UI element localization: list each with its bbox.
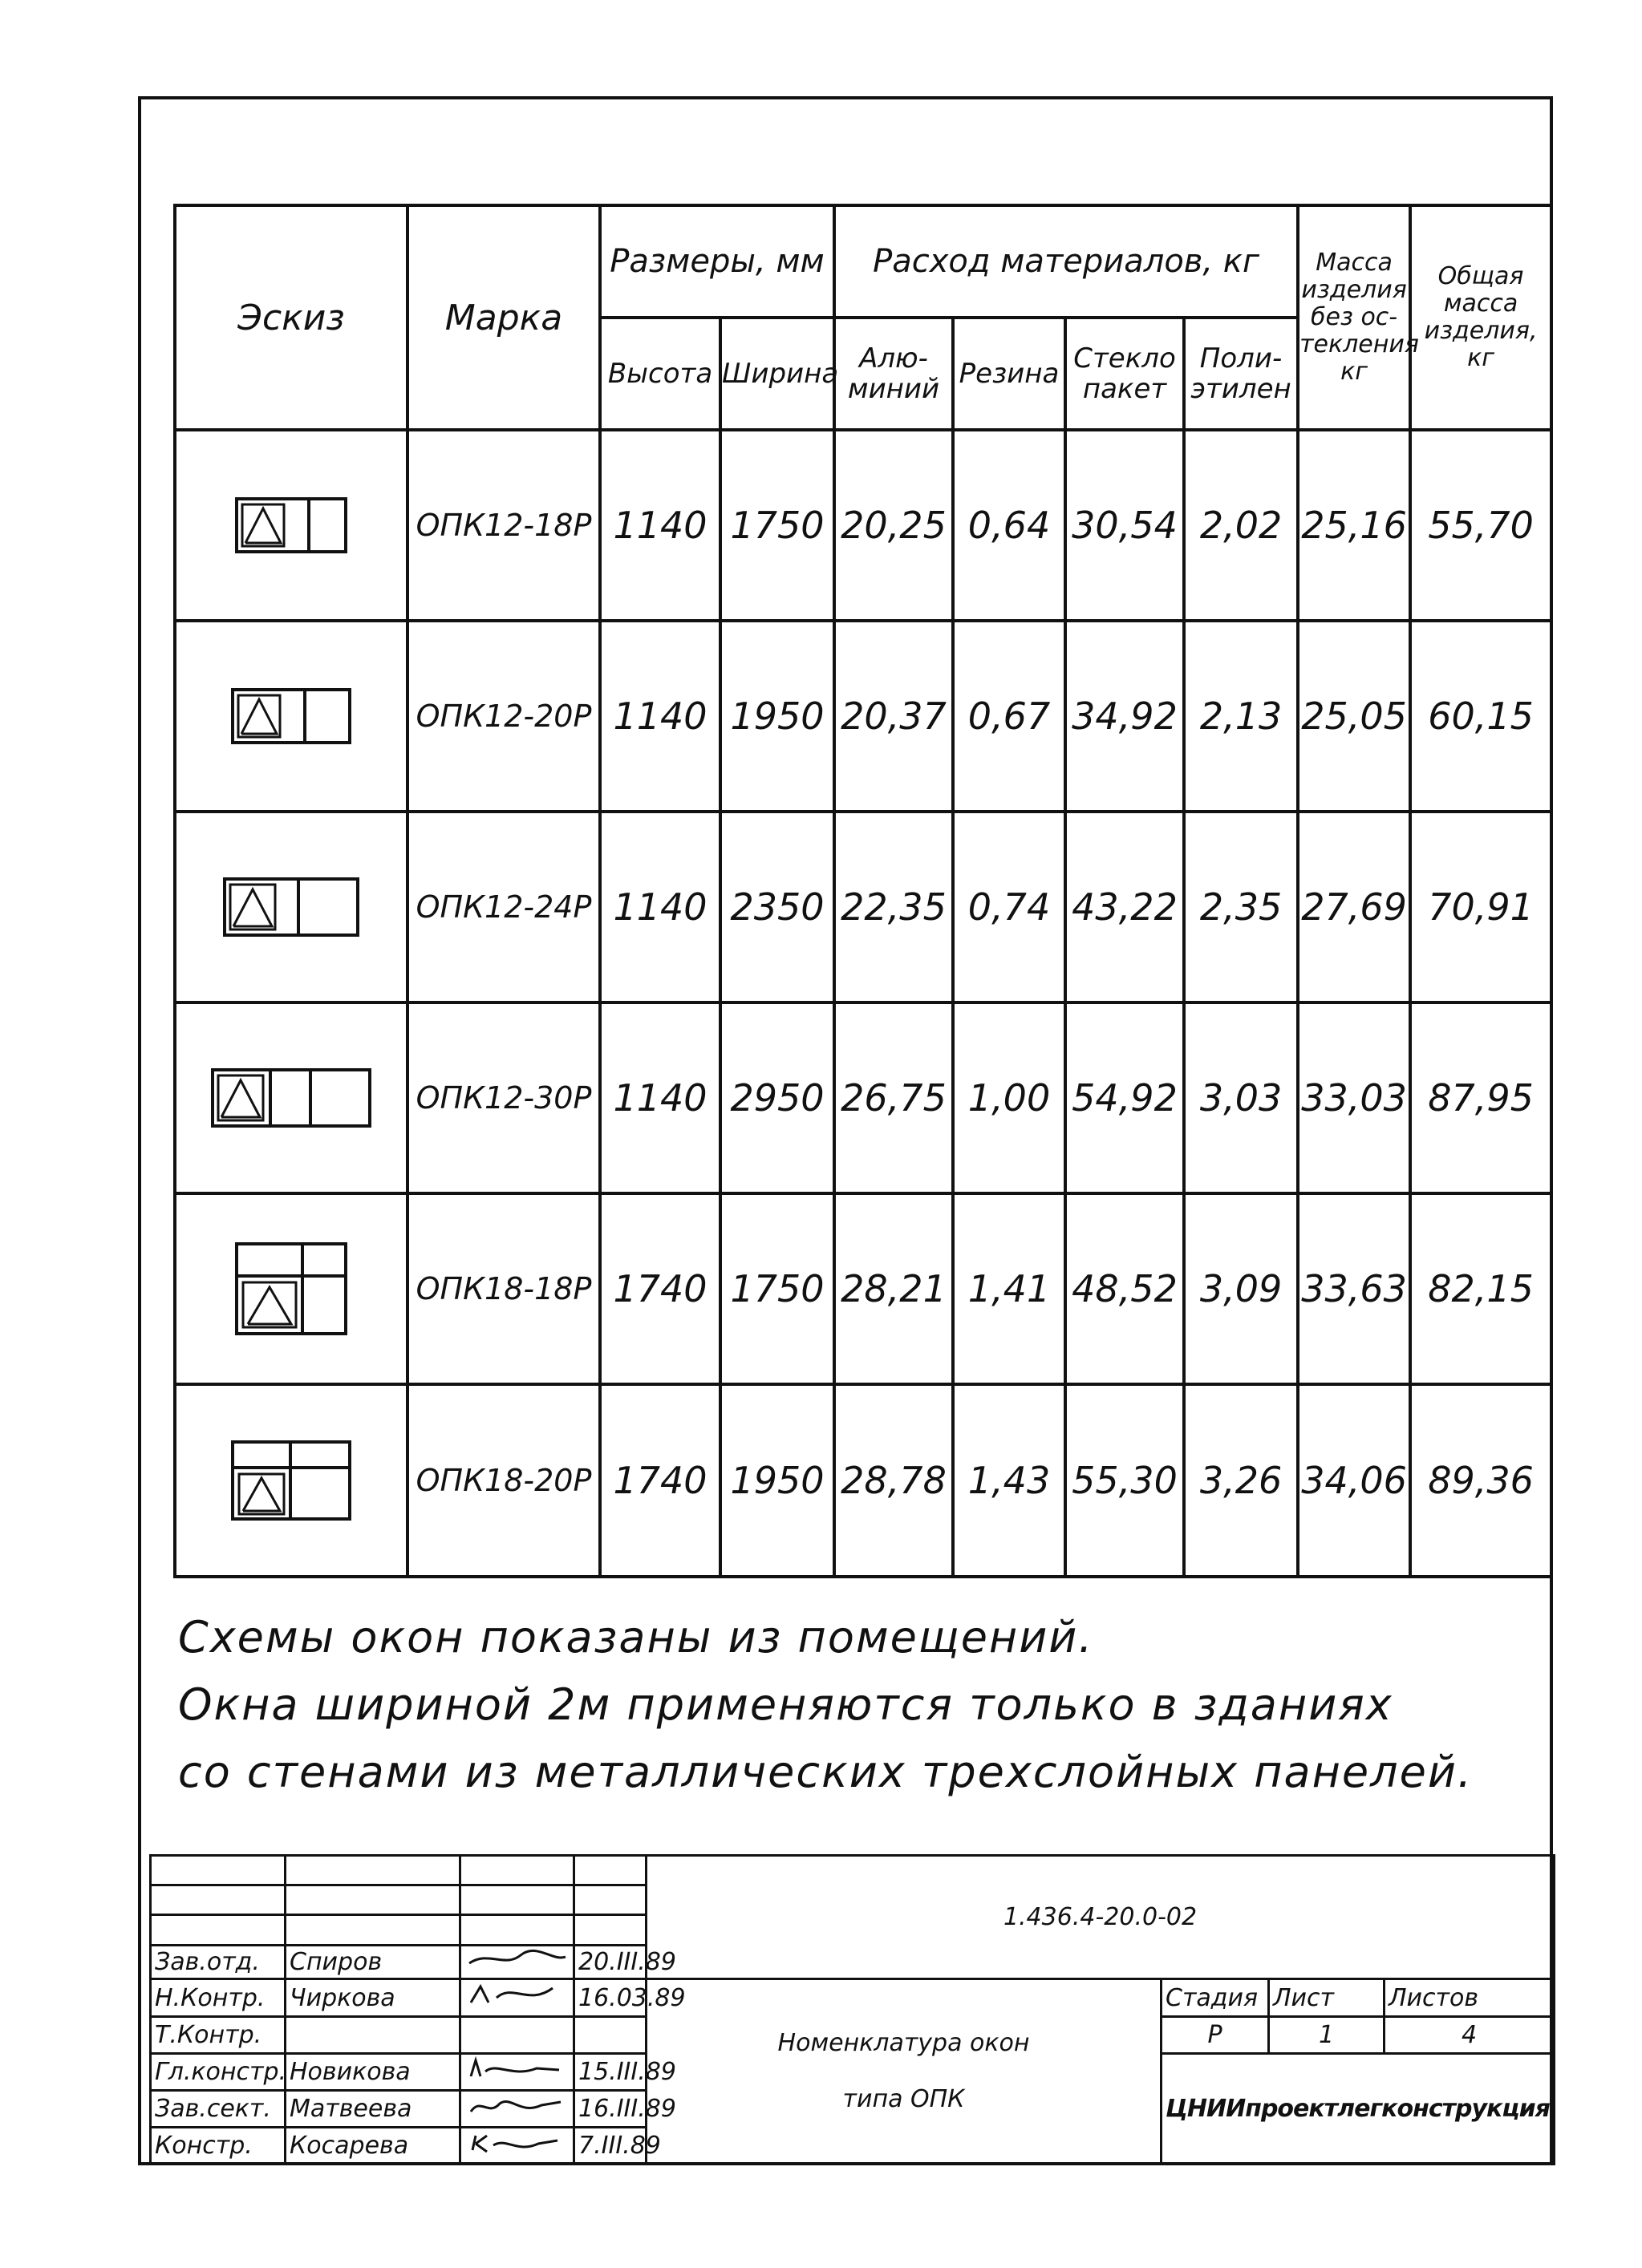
cell-total-mass: 70,91 xyxy=(1410,812,1551,1002)
person-name: Матвеева xyxy=(286,2091,460,2128)
document-title-line1: Номенклатура окон xyxy=(777,2029,1030,2058)
cell-height: 1140 xyxy=(600,812,720,1002)
cell-aluminium: 26,75 xyxy=(834,1002,953,1193)
notes-block xyxy=(178,1604,1542,1806)
sheets-value: 4 xyxy=(1385,2017,1555,2054)
cell-polyethylene: 3,09 xyxy=(1184,1193,1298,1384)
role-label: Зав.отд. xyxy=(151,1945,286,1979)
table-row xyxy=(175,1002,1551,1193)
title-block xyxy=(149,1854,1553,2165)
empty-cell xyxy=(286,1915,460,1945)
document-title-line2: типа ОПК xyxy=(842,2085,965,2114)
window-sketch xyxy=(175,621,407,812)
cell-mass: 33,63 xyxy=(1298,1193,1410,1384)
signature xyxy=(460,2054,574,2091)
cell-mass: 25,05 xyxy=(1298,621,1410,812)
sign-date: 15.III.89 xyxy=(574,2054,647,2091)
cell-mark: ОПК18-18Р xyxy=(407,1193,600,1384)
signature xyxy=(460,2017,574,2054)
window-sketch xyxy=(175,430,407,621)
sheet-label: Лист xyxy=(1269,1979,1385,2017)
cell-glass: 34,92 xyxy=(1065,621,1184,812)
organization-name: ЦНИИпроектлегконструкция xyxy=(1162,2054,1555,2165)
sign-date: 7.III.89 xyxy=(574,2128,647,2165)
empty-cell xyxy=(151,1915,286,1945)
cell-total-mass: 55,70 xyxy=(1410,430,1551,621)
cell-mark: ОПК12-20Р xyxy=(407,621,600,812)
cell-height: 1140 xyxy=(600,621,720,812)
cell-aluminium: 28,78 xyxy=(834,1384,953,1577)
person-name: Спиров xyxy=(286,1945,460,1979)
window-sketch-icon xyxy=(235,497,347,553)
header-polyethylene: Поли-этилен xyxy=(1184,318,1298,430)
windows-nomenclature-table xyxy=(173,204,1553,1578)
empty-cell xyxy=(574,1915,647,1945)
cell-width: 1950 xyxy=(720,621,834,812)
document-code: 1.436.4-20.0-02 xyxy=(647,1856,1555,1979)
table-row xyxy=(175,621,1551,812)
window-sketch-icon xyxy=(211,1068,371,1128)
empty-cell xyxy=(460,1915,574,1945)
cell-width: 2350 xyxy=(720,812,834,1002)
document-title xyxy=(647,1979,1162,2165)
cell-rubber: 0,67 xyxy=(953,621,1065,812)
cell-mass: 34,06 xyxy=(1298,1384,1410,1577)
empty-cell xyxy=(574,1856,647,1885)
cell-polyethylene: 2,13 xyxy=(1184,621,1298,812)
cell-mark: ОПК18-20Р xyxy=(407,1384,600,1577)
header-dimensions: Размеры, мм xyxy=(600,205,834,318)
role-label: Н.Контр. xyxy=(151,1979,286,2017)
signature-icon xyxy=(464,2057,569,2081)
cell-aluminium: 20,25 xyxy=(834,430,953,621)
cell-mass: 27,69 xyxy=(1298,812,1410,1002)
cell-width: 2950 xyxy=(720,1002,834,1193)
signature xyxy=(460,2091,574,2128)
note-line: Схемы окон показаны из помещений. xyxy=(178,1612,1094,1663)
header-glass: Стекло пакет xyxy=(1065,318,1184,430)
stage-value: Р xyxy=(1162,2017,1269,2054)
signature-icon xyxy=(464,1947,569,1970)
header-materials: Расход материалов, кг xyxy=(834,205,1298,318)
sign-date xyxy=(574,2017,647,2054)
cell-mark: ОПК12-30Р xyxy=(407,1002,600,1193)
cell-glass: 43,22 xyxy=(1065,812,1184,1002)
person-name: Косарева xyxy=(286,2128,460,2165)
cell-rubber: 0,74 xyxy=(953,812,1065,1002)
cell-total-mass: 60,15 xyxy=(1410,621,1551,812)
cell-rubber: 1,00 xyxy=(953,1002,1065,1193)
cell-width: 1750 xyxy=(720,430,834,621)
cell-total-mass: 82,15 xyxy=(1410,1193,1551,1384)
note-line: со стенами из металлических трехслойных панелей. xyxy=(178,1747,1474,1797)
window-sketch xyxy=(175,1002,407,1193)
signature-icon xyxy=(464,2094,569,2118)
cell-aluminium: 20,37 xyxy=(834,621,953,812)
sign-date: 16.03.89 xyxy=(574,1979,647,2017)
cell-height: 1140 xyxy=(600,430,720,621)
cell-mark: ОПК12-18Р xyxy=(407,430,600,621)
cell-mass: 33,03 xyxy=(1298,1002,1410,1193)
cell-glass: 55,30 xyxy=(1065,1384,1184,1577)
sign-date: 16.III.89 xyxy=(574,2091,647,2128)
cell-polyethylene: 2,02 xyxy=(1184,430,1298,621)
header-total-mass: Общая масса изделия, кг xyxy=(1410,205,1551,430)
cell-polyethylene: 3,03 xyxy=(1184,1002,1298,1193)
header-mark: Марка xyxy=(407,205,600,430)
cell-total-mass: 89,36 xyxy=(1410,1384,1551,1577)
sheets-label: Листов xyxy=(1385,1979,1555,2017)
cell-mass: 25,16 xyxy=(1298,430,1410,621)
table-row xyxy=(175,1193,1551,1384)
cell-height: 1140 xyxy=(600,1002,720,1193)
empty-cell xyxy=(286,1856,460,1885)
cell-glass: 30,54 xyxy=(1065,430,1184,621)
role-label: Зав.сект. xyxy=(151,2091,286,2128)
table-row xyxy=(175,1384,1551,1577)
header-rubber: Резина xyxy=(953,318,1065,430)
signature-icon xyxy=(464,1982,569,2007)
header-aluminium: Алю-миний xyxy=(834,318,953,430)
signature xyxy=(460,2128,574,2165)
cell-polyethylene: 3,26 xyxy=(1184,1384,1298,1577)
empty-cell xyxy=(151,1856,286,1885)
header-height: Высота xyxy=(600,318,720,430)
cell-height: 1740 xyxy=(600,1384,720,1577)
empty-cell xyxy=(286,1885,460,1915)
window-sketch xyxy=(175,812,407,1002)
role-label: Т.Контр. xyxy=(151,2017,286,2054)
empty-cell xyxy=(460,1885,574,1915)
empty-cell xyxy=(574,1885,647,1915)
person-name xyxy=(286,2017,460,2054)
header-row-1 xyxy=(175,205,1551,318)
signature xyxy=(460,1945,574,1979)
cell-width: 1950 xyxy=(720,1384,834,1577)
sign-date: 20.III.89 xyxy=(574,1945,647,1979)
cell-mark: ОПК12-24Р xyxy=(407,812,600,1002)
header-width: Ширина xyxy=(720,318,834,430)
cell-rubber: 1,43 xyxy=(953,1384,1065,1577)
cell-polyethylene: 2,35 xyxy=(1184,812,1298,1002)
role-label: Констр. xyxy=(151,2128,286,2165)
window-sketch xyxy=(175,1193,407,1384)
signature xyxy=(460,1979,574,2017)
window-sketch-icon xyxy=(235,1242,347,1335)
person-name: Чиркова xyxy=(286,1979,460,2017)
cell-aluminium: 22,35 xyxy=(834,812,953,1002)
person-name: Новикова xyxy=(286,2054,460,2091)
window-sketch-icon xyxy=(231,1440,351,1521)
cell-total-mass: 87,95 xyxy=(1410,1002,1551,1193)
header-mass-without-glazing: Масса изделия без ос-текления кг xyxy=(1298,205,1410,430)
table-row xyxy=(175,430,1551,621)
window-sketch xyxy=(175,1384,407,1577)
cell-glass: 48,52 xyxy=(1065,1193,1184,1384)
signature-icon xyxy=(464,2131,569,2155)
header-sketch: Эскиз xyxy=(175,205,407,430)
role-label: Гл.констр. xyxy=(151,2054,286,2091)
cell-glass: 54,92 xyxy=(1065,1002,1184,1193)
cell-width: 1750 xyxy=(720,1193,834,1384)
window-sketch-icon xyxy=(231,688,351,744)
stage-label: Стадия xyxy=(1162,1979,1269,2017)
table-row xyxy=(175,812,1551,1002)
cell-aluminium: 28,21 xyxy=(834,1193,953,1384)
sheet-value: 1 xyxy=(1269,2017,1385,2054)
cell-rubber: 0,64 xyxy=(953,430,1065,621)
note-line: Окна шириной 2м применяются только в зданиях xyxy=(178,1679,1393,1730)
empty-cell xyxy=(151,1885,286,1915)
empty-cell xyxy=(460,1856,574,1885)
cell-rubber: 1,41 xyxy=(953,1193,1065,1384)
cell-height: 1740 xyxy=(600,1193,720,1384)
window-sketch-icon xyxy=(223,877,359,937)
